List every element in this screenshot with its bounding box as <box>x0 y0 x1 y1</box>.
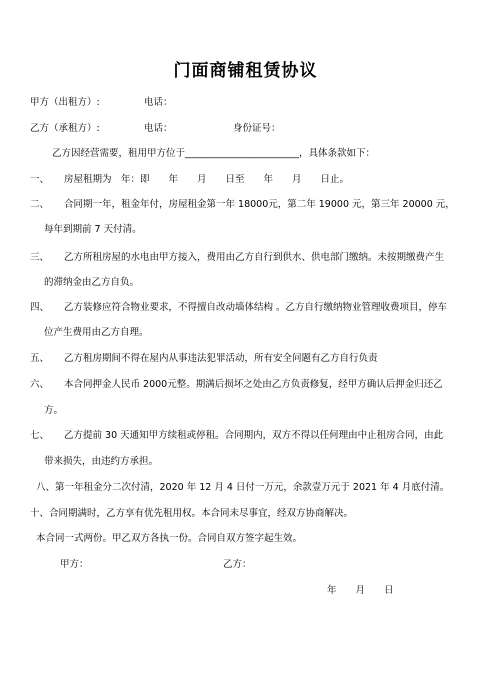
clause-continuation: 方。 <box>44 405 64 416</box>
clause-text: 乙方装修应符合物业要求，不得擅自改动墙体结构 。乙方自行缴纳物业管理收费项目，停车 <box>64 302 448 313</box>
clause-text: 本合同押金人民币 2000元整。期满后损坏之处由乙方负责修复，经甲方确认后押金归还乙 <box>64 379 443 390</box>
party-a-label: 甲方（出租方）: <box>30 97 100 108</box>
party-b-label: 乙方（承租方）: <box>30 123 100 134</box>
clause-text: 合同期一年，租金年付，房屋租金第一年 18000元，第二年 19000 元，第三年 20000 元， <box>64 199 455 210</box>
clause-number: 五、 <box>30 353 50 364</box>
party-a-signature-label: 甲方： <box>60 559 89 570</box>
clause-text: 乙方租房期间不得在屋内从事违法犯罪活动，所有安全问题有乙方自行负责 <box>64 353 378 364</box>
document-title: 门面商铺租赁协议 <box>173 61 318 81</box>
clause-number: 六、 <box>30 379 50 390</box>
copies-statement: 本合同一式两份。甲乙双方各执一份。合同自双方签字起生效。 <box>36 533 303 544</box>
clause-continuation: 带来损失，由违约方承担。 <box>44 456 159 467</box>
clause-continuation: 位产生费用由乙方自理。 <box>44 327 149 338</box>
party-b-id-label: 身份证号： <box>233 123 281 134</box>
clause-eight: 八、第一年租金分二次付清，2020 年 12 月 4 日付一万元，余款壹万元于 2021 年 4 月底付清。 <box>36 482 450 493</box>
signature-date: 年 月 日 <box>327 585 394 596</box>
clause-continuation: 的滞纳金由乙方自负。 <box>44 277 140 288</box>
clause-text: 乙方所租房屋的水电由甲方接入，费用由乙方自行到供水、供电部门缴纳。未按期缴费产生 <box>64 252 445 263</box>
party-a-phone-label: 电话： <box>144 97 173 108</box>
clause-continuation: 每年到期前 7 天付清。 <box>44 224 142 235</box>
clause-number: 四、 <box>30 302 50 313</box>
intro-paragraph: 乙方因经营需要，租用甲方位于________________________，具体条款如下： <box>52 148 376 159</box>
clause-text: 房屋租期为 年：即 年 月 日至 年 月 日止。 <box>64 174 350 185</box>
party-b-phone-label: 电话： <box>144 123 173 134</box>
clause-number: 七、 <box>30 430 50 441</box>
clause-number: 三、 <box>30 252 50 263</box>
clause-text: 乙方提前 30 天通知甲方续租或停租。合同期内，双方不得以任何理由中止租房合同，由此 <box>64 430 444 441</box>
party-b-signature-label: 乙方： <box>223 559 252 570</box>
clause-number: 一、 <box>30 174 50 185</box>
clause-ten: 十、合同期满时，乙方享有优先租用权。本合同未尽事宜，经双方协商解决。 <box>30 508 354 519</box>
clause-number: 二、 <box>30 199 50 210</box>
